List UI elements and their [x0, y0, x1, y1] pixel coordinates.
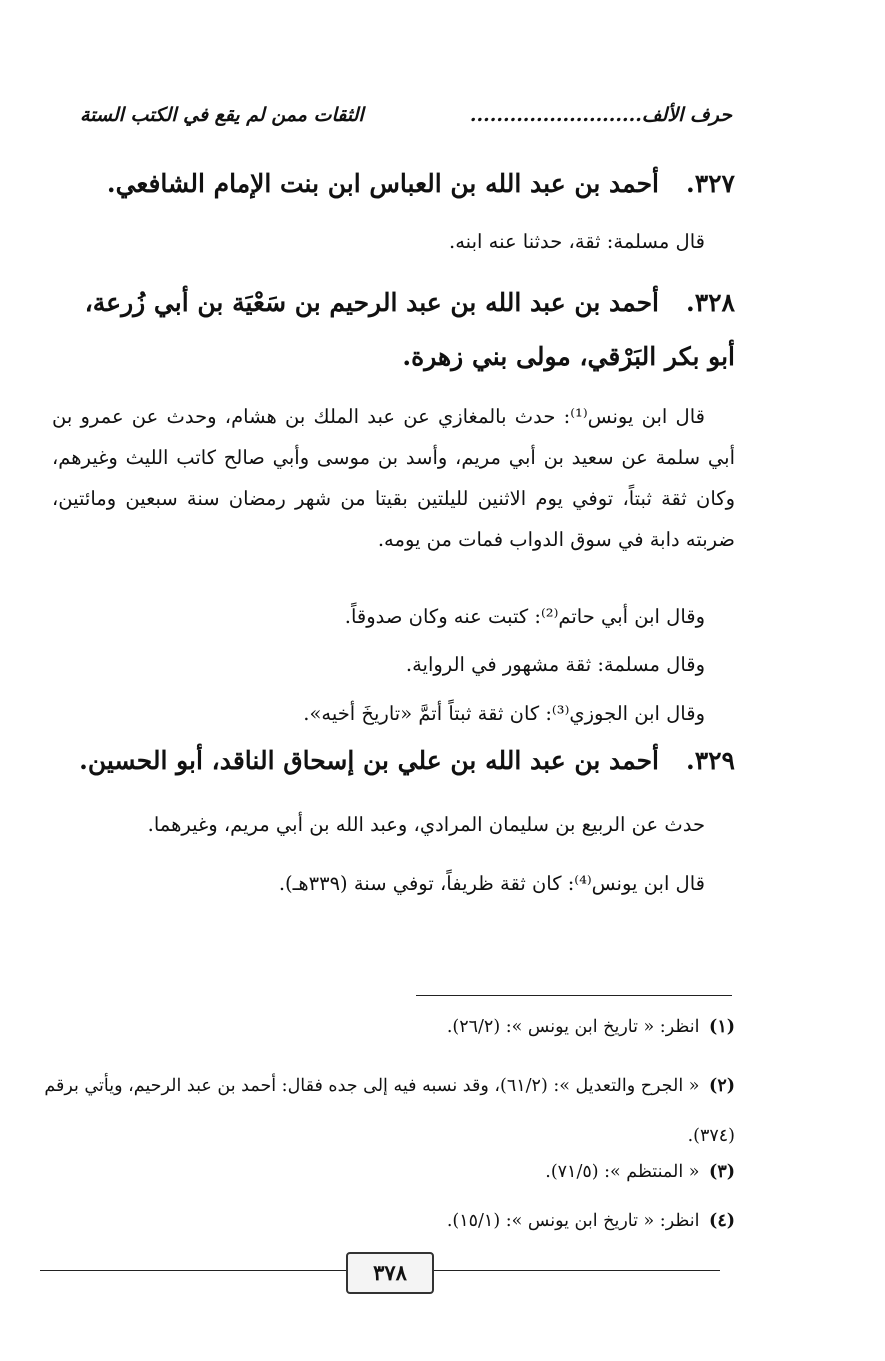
footnote-text: « المنتظم »: (٧١/٥). — [545, 1162, 700, 1182]
footnote-separator — [416, 995, 732, 996]
entry-name: أحمد بن عبد الله بن علي بن إسحاق الناقد، أبو الحسين. — [79, 746, 659, 775]
entry-328-paragraph: قال ابن يونس⁽¹⁾: حدث بالمغازي عن عبد الملك بن هشام، وحدث عن عمرو بن أبي سلمة عن سعيد بن أبي مريم، وأسد بن موسى وأبي صالح كاتب الليث وغيرهم، وكان ثقة ثبتاً، توفي يوم الاثنين لليلتين بقيتا من شهر رمضان سنة سبعين ومائتين، ضربته دابة في سوق الدواب فمات من يومه. — [52, 405, 735, 551]
footnote-2 — [30, 1061, 735, 1161]
header-dots: .......................... — [469, 104, 642, 126]
entry-328-heading — [52, 276, 735, 384]
entry-328-line-3: وقال ابن الجوزي⁽³⁾: كان ثقة ثبتاً أتمَّ «تاريخَ أخيه». — [303, 702, 705, 725]
entry-number: ٣٢٨. — [685, 288, 735, 317]
footnote-number: (٤) — [709, 1211, 735, 1231]
entry-329-line-1: حدث عن الربيع بن سليمان المرادي، وعبد الله بن أبي مريم، وغيرهما. — [147, 813, 705, 836]
entry-327-heading — [107, 157, 735, 211]
footnote-1 — [60, 1012, 735, 1042]
footnote-4 — [60, 1206, 735, 1236]
header-chapter — [470, 104, 732, 126]
page-number: ٣٧٨ — [346, 1252, 434, 1294]
running-header — [80, 104, 732, 138]
entry-328-line-1: وقال ابن أبي حاتم⁽²⁾: كتبت عنه وكان صدوقاً. — [344, 605, 705, 628]
footnote-text: « الجرح والتعديل »: (٦١/٢)، وقد نسبه فيه إلى جده فقال: أحمد بن عبد الرحيم، ويأتي برقم (٣٧٤). — [44, 1076, 735, 1146]
entry-name: أحمد بن عبد الله بن العباس ابن بنت الإمام الشافعي. — [106, 169, 659, 198]
entry-number: ٣٢٩. — [685, 746, 735, 775]
entry-328-line-2: وقال مسلمة: ثقة مشهور في الرواية. — [405, 653, 705, 676]
footnote-3 — [60, 1157, 735, 1187]
footnote-number: (٢) — [709, 1076, 735, 1096]
entry-327-line-1: قال مسلمة: ثقة، حدثنا عنه ابنه. — [449, 230, 705, 253]
footnote-number: (١) — [709, 1017, 735, 1037]
entry-329-heading — [79, 734, 735, 788]
header-book-title: الثقات ممن لم يقع في الكتب الستة — [80, 104, 364, 126]
bottom-rule-right — [430, 1270, 720, 1271]
entry-number: ٣٢٧. — [685, 169, 735, 198]
entry-329-line-2: قال ابن يونس⁽⁴⁾: كان ثقة ظريفاً، توفي سنة (٣٣٩هـ). — [278, 872, 705, 895]
footnote-text: انظر: « تاريخ ابن يونس »: (٢٦/٢). — [446, 1017, 700, 1037]
bottom-rule-left — [40, 1270, 346, 1271]
entry-name: أحمد بن عبد الله بن عبد الرحيم بن سَعْيَة بن أبي زُرعة، أبو بكر البَرْقي، مولى بني زهرة. — [84, 288, 735, 371]
footnote-number: (٣) — [709, 1162, 735, 1182]
footnote-text: انظر: « تاريخ ابن يونس »: (١٥/١). — [446, 1211, 700, 1231]
header-chapter-text: حرف الألف — [641, 104, 732, 126]
